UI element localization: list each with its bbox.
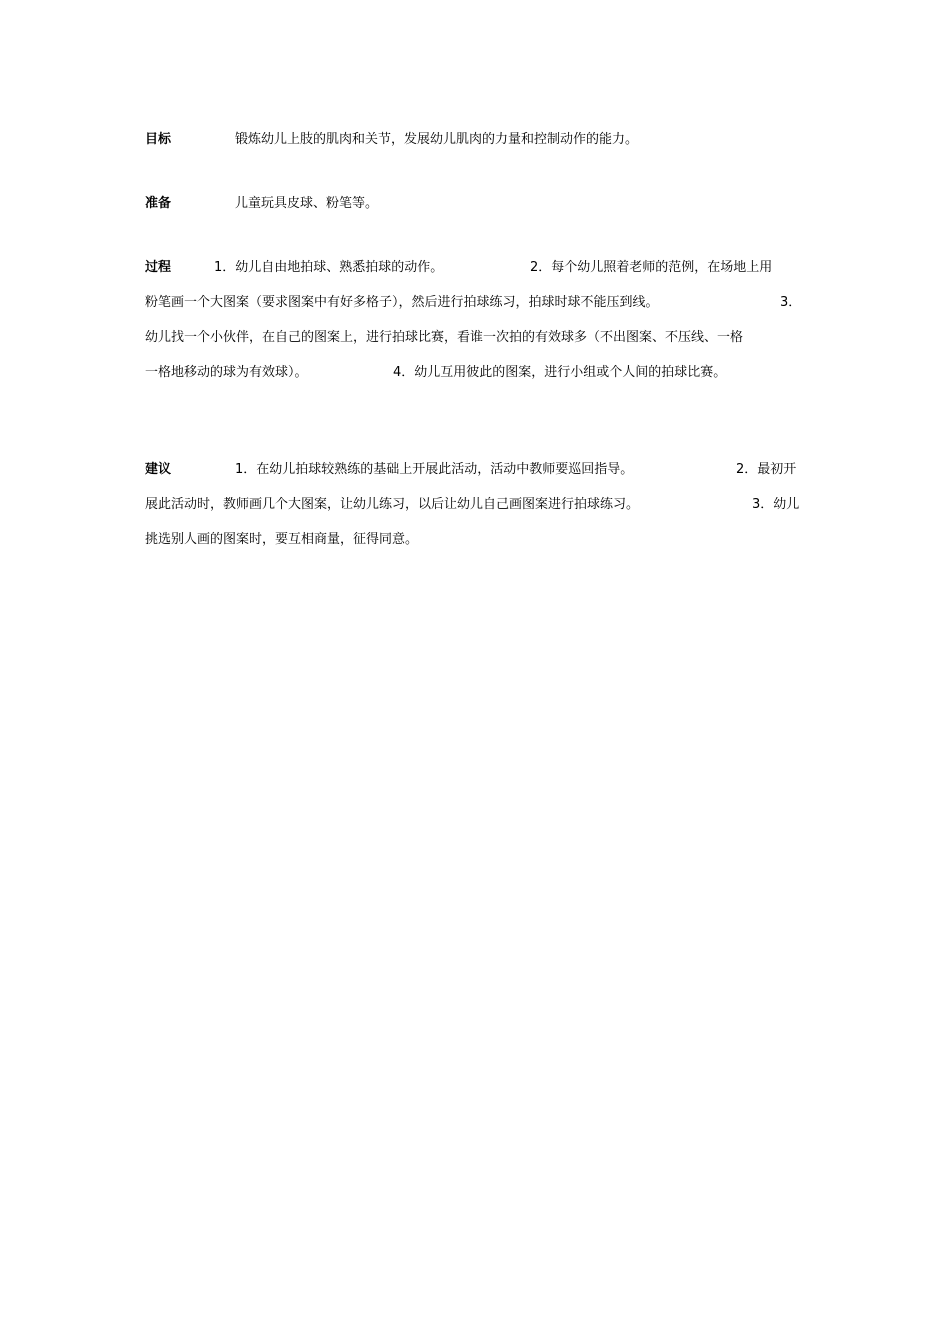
advice-item2-start: 2．最初开 [736, 462, 797, 477]
advice-item3-start: 3．幼儿 [752, 497, 800, 512]
process-step3-text: 幼儿找一个小伙伴，在自己的图案上，进行拍球比赛，看谁一次拍的有效球多（不出图案、不压线、一格 [145, 330, 744, 345]
prep-label: 准备 [145, 196, 172, 211]
goal-text: 锻炼幼儿上肢的肌肉和关节，发展幼儿肌肉的力量和控制动作的能力。 [235, 132, 639, 147]
process-step3-number: 3． [780, 295, 802, 310]
advice-item1: 1．在幼儿拍球较熟练的基础上开展此活动，活动中教师要巡回指导。 [235, 462, 634, 477]
process-step2-cont: 粉笔画一个大图案（要求图案中有好多格子），然后进行拍球练习，拍球时球不能压到线。 [145, 295, 659, 310]
advice-label: 建议 [145, 462, 172, 477]
process-step1: 1．幼儿自由地拍球、熟悉拍球的动作。 [214, 260, 444, 275]
process-step2-start: 2．每个幼儿照着老师的范例，在场地上用 [530, 260, 773, 275]
process-label: 过程 [145, 260, 172, 275]
goal-label: 目标 [145, 132, 172, 147]
process-step4: 4．幼儿互用彼此的图案，进行小组或个人间的拍球比赛。 [393, 365, 727, 380]
process-step3-end: 一格地移动的球为有效球）。 [145, 365, 308, 380]
advice-item3-cont: 挑选别人画的图案时，要互相商量，征得同意。 [145, 532, 419, 547]
advice-item2-cont: 展此活动时，教师画几个大图案，让幼儿练习，以后让幼儿自己画图案进行拍球练习。 [145, 497, 640, 512]
prep-text: 儿童玩具皮球、粉笔等。 [235, 196, 379, 211]
